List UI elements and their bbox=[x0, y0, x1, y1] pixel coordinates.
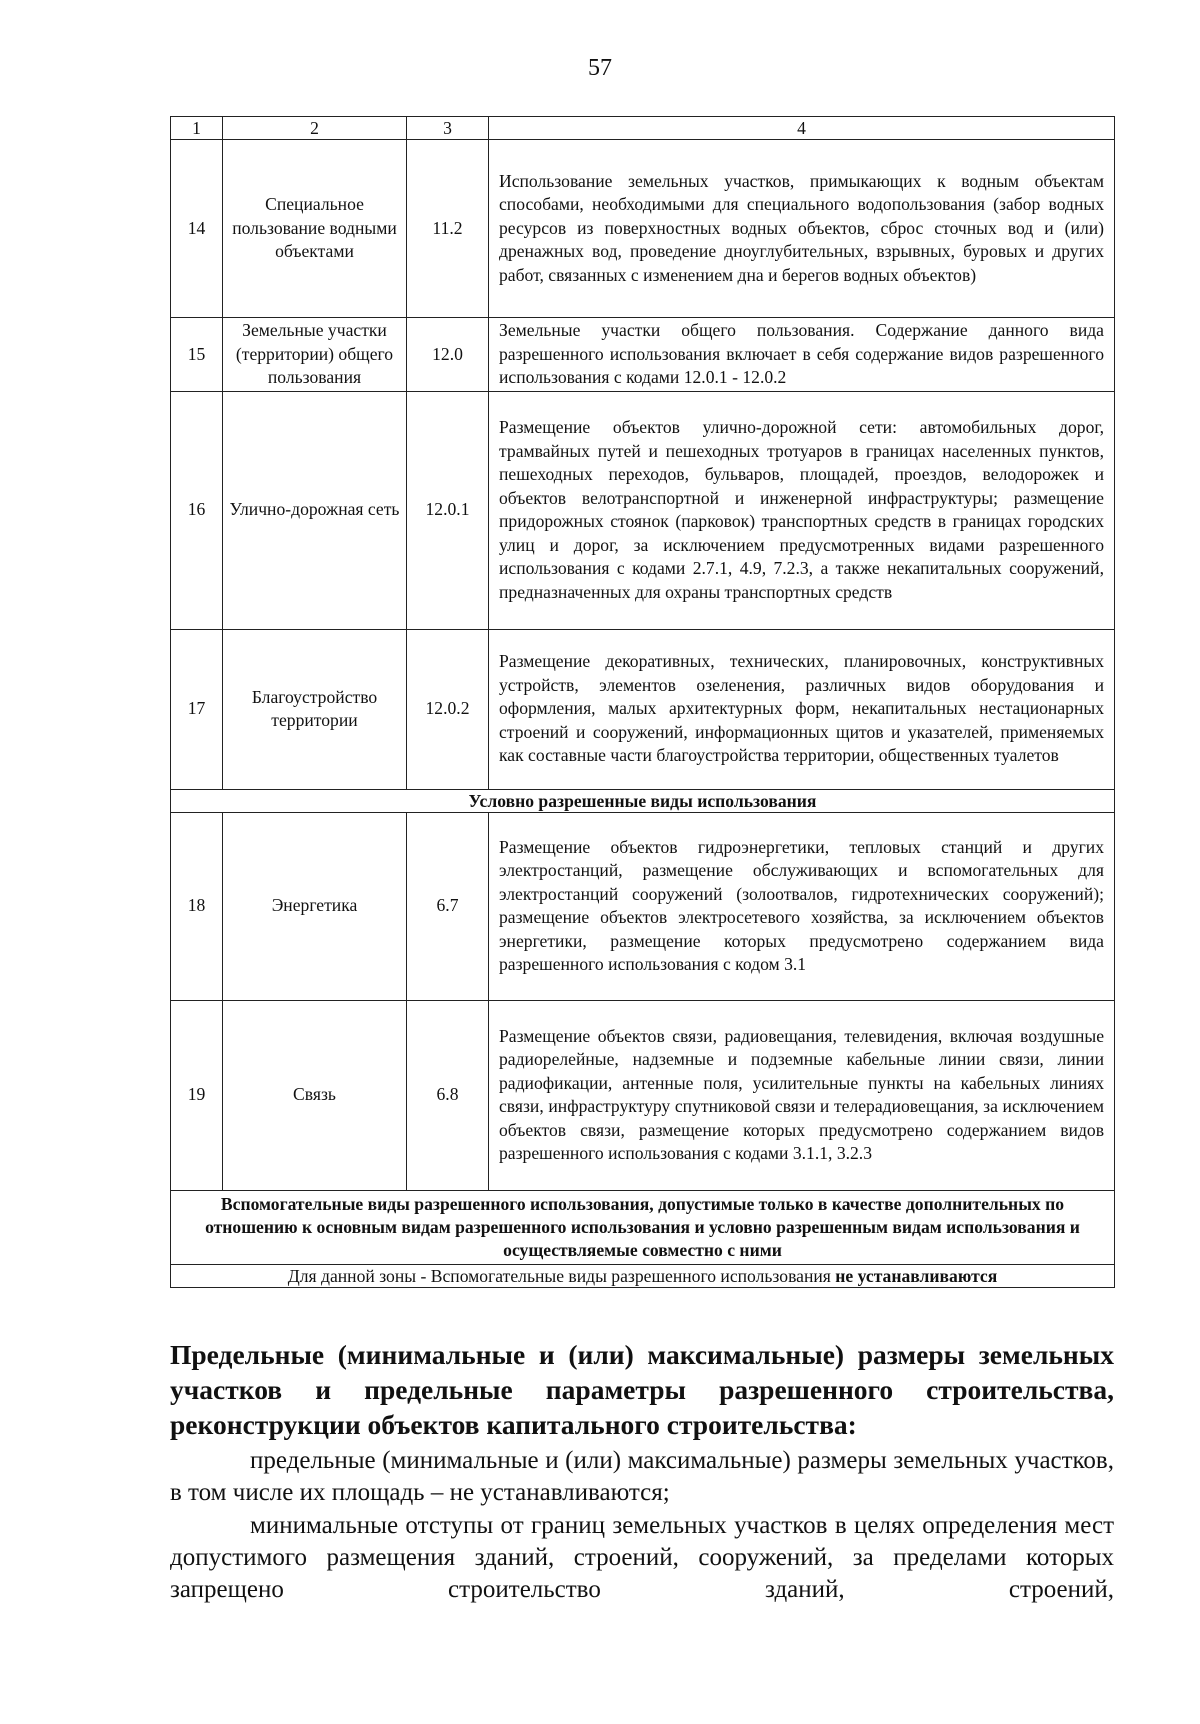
use-type-description: Использование земельных участков, примыкающих к водным объектам способами, необходимыми для специального водопользования (забор водных ресурсов из поверхностных водных объектов, сброс сточных вод и (или) дренажных вод, проведение дноуглубительных, взрывных, буровых и других работ, связанных с изменением дна и берегов водных объектов) bbox=[489, 140, 1115, 318]
table-row bbox=[171, 812, 1115, 1000]
use-type-code: 12.0 bbox=[407, 318, 489, 392]
body-paragraph: предельные (минимальные и (или) максимальные) размеры земельных участков, в том числе их площадь – не устанавливаются; bbox=[170, 1447, 1114, 1506]
table-row bbox=[171, 318, 1115, 392]
use-type-code: 12.0.2 bbox=[407, 629, 489, 789]
use-type-code: 6.7 bbox=[407, 812, 489, 1000]
row-number: 14 bbox=[171, 140, 223, 318]
use-type-description: Размещение объектов гидроэнергетики, тепловых станций и других электростанций, размещение обслуживающих и вспомогательных для электростанций сооружений (золоотвалов, гидротехнических сооружений); размещение объектов электросетевого хозяйства, за исключением объектов энергетики, размещение которых предусмотрено содержанием вида разрешенного использования с кодом 3.1 bbox=[489, 812, 1115, 1000]
use-type-description: Размещение объектов связи, радиовещания, телевидения, включая воздушные радиорелейные, надземные и подземные кабельные линии связи, линии радиофикации, антенные поля, усилительные пункты на кабельных линиях связи, инфраструктуру спутниковой связи и телерадиовещания, за исключением объектов связи, размещение которых предусмотрено содержанием видов разрешенного использования с кодами 3.1.1, 3.2.3 bbox=[489, 1000, 1115, 1190]
auxiliary-uses-heading: Вспомогательные виды разрешенного использования, допустимые только в качестве дополнительных по отношению к основным видам разрешенного использования и условно разрешенным видам использования и осуществляемые совместно с ними bbox=[171, 1190, 1115, 1264]
conditional-uses-heading: Условно разрешенные виды использования bbox=[171, 789, 1115, 812]
use-type-name: Земельные участки (территории) общего пользования bbox=[223, 318, 407, 392]
use-type-description: Размещение объектов улично-дорожной сети: автомобильных дорог, трамвайных путей и пешеходных тротуаров в границах населенных пунктов, пешеходных переходов, бульваров, площадей, проездов, велодорожек и объектов велотранспортной и инженерной инфраструктуры; размещение придорожных стоянок (парковок) транспортных средств в границах городских улиц и дорог, за исключением предусмотренных видами разрешенного использования с кодами 2.7.1, 4.9, 7.2.3, а также некапитальных сооружений, предназначенных для охраны транспортных средств bbox=[489, 391, 1115, 629]
auxiliary-uses-note bbox=[171, 1264, 1115, 1287]
section-heading-row bbox=[171, 789, 1115, 812]
column-header: 4 bbox=[489, 117, 1115, 140]
table-row bbox=[171, 629, 1115, 789]
use-type-name: Специальное пользование водными объектами bbox=[223, 140, 407, 318]
row-number: 18 bbox=[171, 812, 223, 1000]
column-header: 2 bbox=[223, 117, 407, 140]
row-number: 19 bbox=[171, 1000, 223, 1190]
note-text: Для данной зоны - Вспомогательные виды разрешенного использования bbox=[287, 1265, 836, 1286]
note-emphasis: не устанавливаются bbox=[835, 1265, 998, 1286]
use-type-code: 12.0.1 bbox=[407, 391, 489, 629]
page-number: 57 bbox=[588, 55, 612, 81]
column-header: 3 bbox=[407, 117, 489, 140]
row-number: 17 bbox=[171, 629, 223, 789]
table-row bbox=[171, 391, 1115, 629]
table-header-row bbox=[171, 117, 1115, 140]
use-type-name: Связь bbox=[223, 1000, 407, 1190]
body-paragraph: минимальные отступы от границ земельных участков в целях определения мест допустимого размещения зданий, строений, сооружений, за пределами которых запрещено строительство зданий, строений, bbox=[170, 1512, 1114, 1603]
section-heading-row bbox=[171, 1190, 1115, 1264]
table-row bbox=[171, 140, 1115, 318]
use-type-code: 6.8 bbox=[407, 1000, 489, 1190]
use-type-description: Земельные участки общего пользования. Содержание данного вида разрешенного использования включает в себя содержание видов разрешенного использования с кодами 12.0.1 - 12.0.2 bbox=[489, 318, 1115, 392]
use-type-name: Энергетика bbox=[223, 812, 407, 1000]
note-row bbox=[171, 1264, 1115, 1287]
land-use-table bbox=[170, 116, 1115, 1288]
use-type-name: Благоустройство территории bbox=[223, 629, 407, 789]
use-type-code: 11.2 bbox=[407, 140, 489, 318]
section-heading: Предельные (минимальные и (или) максимальные) размеры земельных участков и предельные параметры разрешенного строительства, реконструкции объектов капитального строительства: bbox=[170, 1339, 1114, 1440]
use-type-name: Улично-дорожная сеть bbox=[223, 391, 407, 629]
column-header: 1 bbox=[171, 117, 223, 140]
table-row bbox=[171, 1000, 1115, 1190]
row-number: 15 bbox=[171, 318, 223, 392]
row-number: 16 bbox=[171, 391, 223, 629]
use-type-description: Размещение декоративных, технических, планировочных, конструктивных устройств, элементов озеленения, различных видов оборудования и оформления, малых архитектурных форм, некапитальных нестационарных строений и сооружений, информационных щитов и указателей, применяемых как составные части благоустройства территории, общественных туалетов bbox=[489, 629, 1115, 789]
